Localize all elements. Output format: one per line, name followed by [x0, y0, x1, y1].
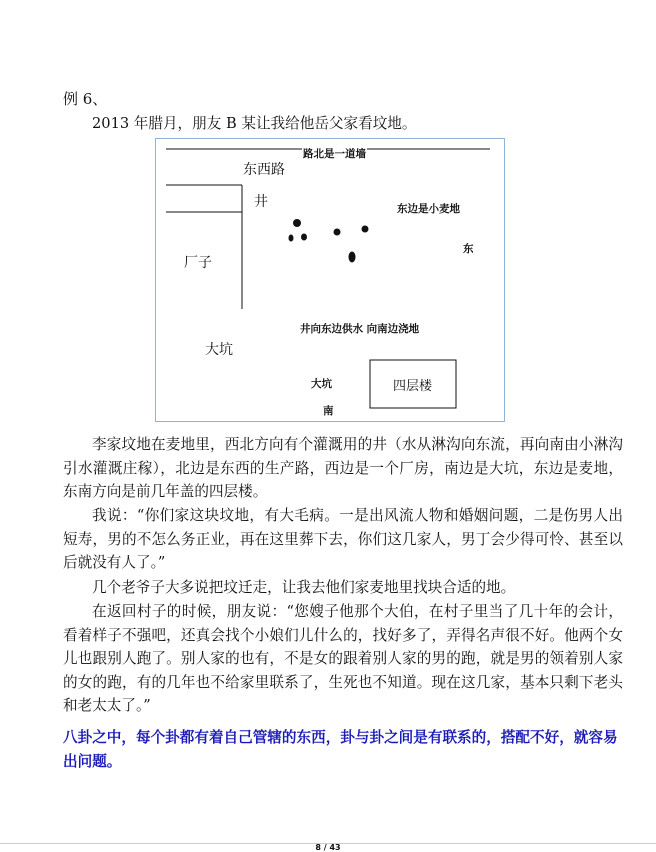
- relocation-paragraph: 几个老爷子大多说把坟迁走，让我去他们家麦地里找块合适的地。: [92, 579, 516, 596]
- south-label: 南: [323, 405, 334, 417]
- grave-mark: [362, 226, 369, 233]
- east-west-road-label: 东西路: [243, 162, 285, 178]
- page-number: 8 / 43: [315, 843, 341, 852]
- intro-paragraph: 2013 年腊月，朋友 B 某让我给他岳父家看坟地。: [92, 115, 417, 132]
- grave-mark: [334, 229, 341, 236]
- return-paragraph: 在返回村子的时候，朋友说：“您嫂子他那个大伯，在村子里当了几十年的会计，看着样子不强吧，还真会找个小娘们儿什么的，找好多了，弄得名声很不好。他两个女儿也跟别人跑了。别人家的也有，不是女的跟着别人家的男的跑，就是男的领着别人家的女的跑，有的几年也不给家里联系了，生死也不知道。现在这几家，基本只剩下老头和老太太了。”: [63, 603, 623, 714]
- small-pit-label: 大坑: [311, 378, 332, 390]
- factory-label: 厂子: [184, 255, 212, 271]
- well-label: 井: [254, 194, 268, 210]
- grave-mark: [349, 252, 356, 263]
- bagua-note: 八卦之中，每个卦都有着自己管辖的东西，卦与卦之间是有联系的，搭配不好，就容易出问题。: [63, 729, 618, 770]
- grave-mark: [301, 234, 307, 241]
- description-paragraph: 李家坟地在麦地里，西北方向有个灌溉用的井（水从淋沟向东流，再向南由小淋沟引水灌溉庄稼），北边是东西的生产路，西边是一个厂房，南边是大坑，东边是麦地，东南方向是前几年盖的四层楼。: [63, 436, 623, 500]
- east-label: 东: [463, 243, 474, 255]
- quote-paragraph: 我说：“你们家这块坟地，有大毛病。一是出风流人物和婚姻问题，二是伤男人出短寿，男的不怎么务正业，再在这里葬下去，你们这几家人，男丁会少得可怜、甚至以后就没有人了。”: [63, 507, 623, 571]
- big-pit-label: 大坑: [205, 342, 233, 358]
- east-wheat-label: 东边是小麦地: [397, 203, 460, 215]
- north-wall-label: 路北是一道墙: [303, 148, 366, 160]
- grave-mark: [293, 219, 301, 227]
- well-water-label: 井向东边供水 向南边浇地: [300, 323, 420, 335]
- example-heading: 例 6、: [63, 90, 108, 108]
- grave-mark: [289, 235, 294, 242]
- four-storey-label: 四层楼: [393, 379, 433, 394]
- grave-site-diagram: [155, 138, 505, 422]
